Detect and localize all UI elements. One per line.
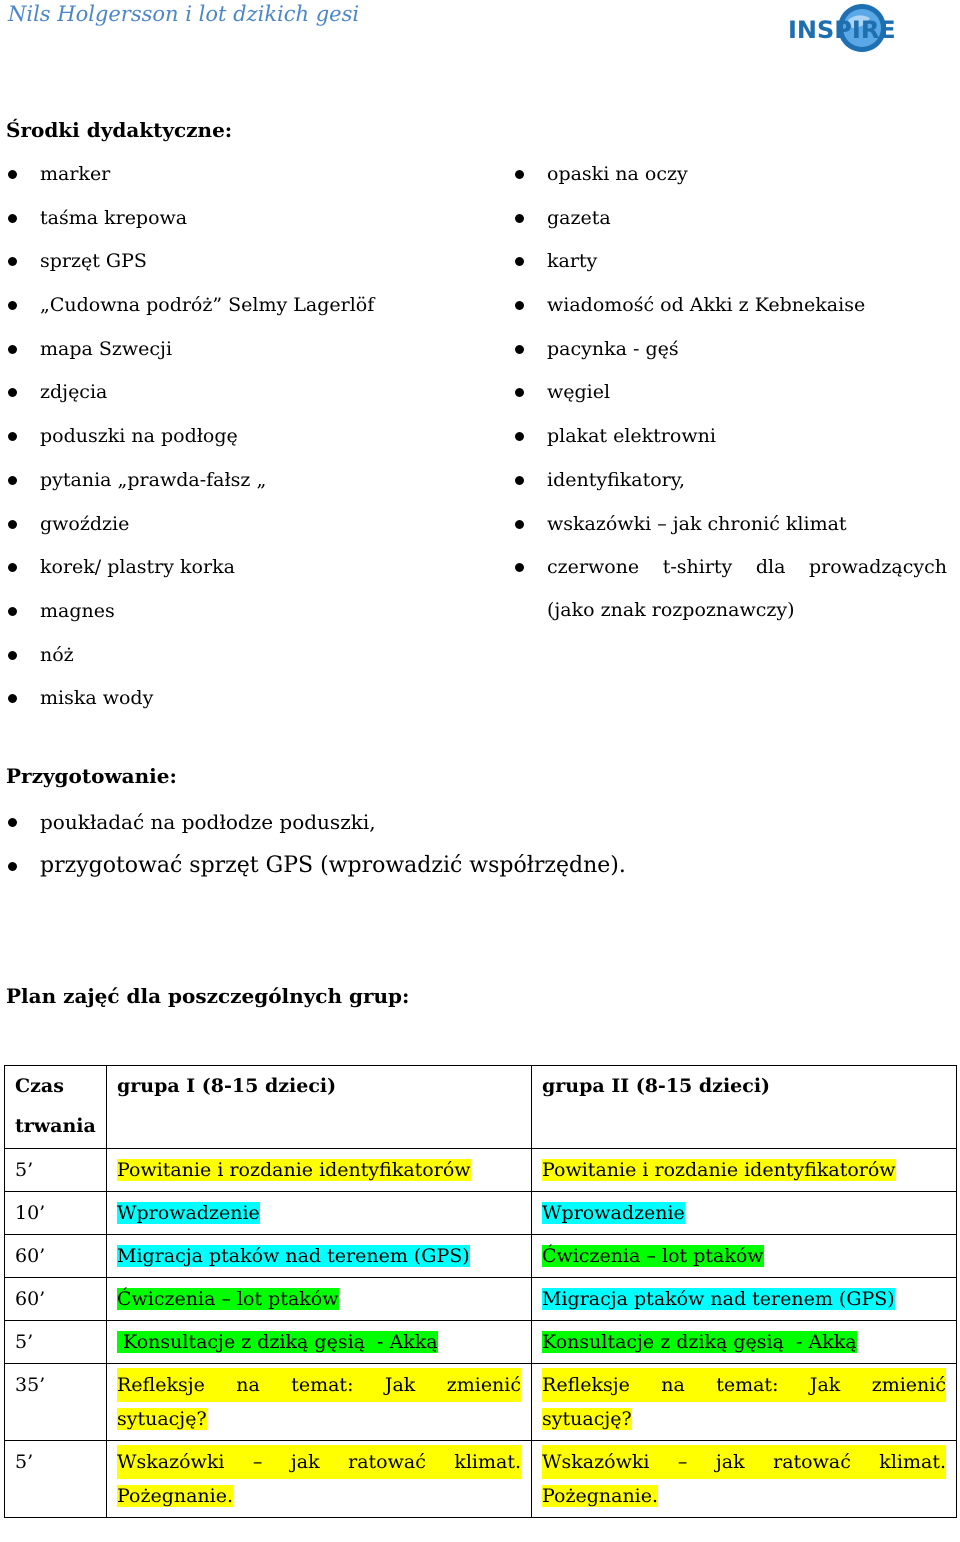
list-item: nóż	[6, 641, 374, 685]
group1-cell	[106, 1364, 531, 1441]
activity-text: Wprowadzenie	[116, 1202, 260, 1224]
activity-text: Wprowadzenie	[542, 1202, 685, 1224]
group2-cell	[532, 1149, 957, 1192]
group1-cell	[106, 1149, 531, 1192]
activity-text: Ćwiczenia – lot ptaków	[542, 1245, 764, 1267]
activity-text: Refleksje na temat: Jak zmienić	[117, 1368, 521, 1402]
list-item: plakat elektrowni	[513, 422, 947, 466]
header-group2: grupa II (8-15 dzieci)	[532, 1066, 957, 1149]
list-item: korek/ plastry korka	[6, 553, 374, 597]
header-time-line: trwania	[15, 1115, 96, 1137]
inspire-logo	[786, 2, 896, 58]
list-item: mapa Szwecji	[6, 335, 374, 379]
svg-text:INSPIRE: INSPIRE	[788, 16, 896, 44]
list-item: magnes	[6, 597, 374, 641]
header-time-line: Czas	[15, 1075, 64, 1097]
activity-text: Refleksje na temat: Jak zmienić	[542, 1368, 946, 1402]
activity-text: sytuację?	[116, 1408, 207, 1430]
list-item	[513, 553, 947, 624]
activity-text: Konsultacje z dziką gęsią - Akką	[116, 1331, 438, 1353]
activity-text: Wskazówki – jak ratować klimat.	[117, 1445, 521, 1479]
time-cell: 60’	[5, 1278, 107, 1321]
group1-cell	[106, 1235, 531, 1278]
group1-cell	[106, 1441, 531, 1518]
plan-title: Plan zajęć dla poszczególnych grup:	[6, 984, 410, 1008]
materials-right-list	[513, 160, 947, 624]
list-item: wiadomość od Akki z Kebnekaise	[513, 291, 947, 335]
table-row	[5, 1235, 957, 1278]
activity-text: Powitanie i rozdanie identyfikatorów	[542, 1159, 896, 1181]
preparation-list	[6, 808, 626, 895]
time-cell: 5’	[5, 1149, 107, 1192]
activity-text: Migracja ptaków nad terenem (GPS)	[542, 1288, 895, 1310]
list-item-line: (jako znak rozpoznawczy)	[547, 599, 795, 622]
table-row	[5, 1364, 957, 1441]
plan-table	[4, 1065, 957, 1518]
time-cell: 5’	[5, 1321, 107, 1364]
group2-cell	[532, 1441, 957, 1518]
activity-text: Ćwiczenia – lot ptaków	[116, 1288, 339, 1310]
list-item: węgiel	[513, 378, 947, 422]
activity-text: Konsultacje z dziką gęsią - Akką	[542, 1331, 857, 1353]
time-cell: 35’	[5, 1364, 107, 1441]
list-item: wskazówki – jak chronić klimat	[513, 510, 947, 554]
list-item: sprzęt GPS	[6, 247, 374, 291]
list-item: gazeta	[513, 204, 947, 248]
document-title: Nils Holgersson i lot dzikich gesi	[8, 2, 360, 26]
table-row	[5, 1149, 957, 1192]
preparation-title: Przygotowanie:	[6, 764, 177, 788]
list-item: zdjęcia	[6, 378, 374, 422]
activity-text: Pożegnanie.	[542, 1485, 659, 1507]
activity-text: Migracja ptaków nad terenem (GPS)	[116, 1245, 470, 1267]
list-item: pacynka - gęś	[513, 335, 947, 379]
list-item: gwoździe	[6, 510, 374, 554]
group2-cell	[532, 1364, 957, 1441]
list-item: poukładać na podłodze poduszki,	[6, 808, 626, 852]
group1-cell	[106, 1192, 531, 1235]
list-item: identyfikatory,	[513, 466, 947, 510]
list-item: karty	[513, 247, 947, 291]
header-group1: grupa I (8-15 dzieci)	[106, 1066, 531, 1149]
materials-left-list	[6, 160, 374, 728]
group2-cell	[532, 1235, 957, 1278]
group2-cell	[532, 1278, 957, 1321]
activity-text: Wskazówki – jak ratować klimat.	[542, 1445, 946, 1479]
list-item: „Cudowna podróż” Selmy Lagerlöf	[6, 291, 374, 335]
table-row	[5, 1441, 957, 1518]
list-item: miska wody	[6, 684, 374, 728]
group1-cell	[106, 1321, 531, 1364]
group2-cell	[532, 1321, 957, 1364]
table-row	[5, 1321, 957, 1364]
list-item: przygotować sprzęt GPS (wprowadzić współrzędne).	[6, 852, 626, 896]
group2-cell	[532, 1192, 957, 1235]
materials-title: Środki dydaktyczne:	[6, 118, 233, 142]
table-row	[5, 1192, 957, 1235]
time-cell: 5’	[5, 1441, 107, 1518]
list-item: marker	[6, 160, 374, 204]
activity-text: Powitanie i rozdanie identyfikatorów	[116, 1159, 471, 1181]
list-item: poduszki na podłogę	[6, 422, 374, 466]
table-row	[5, 1278, 957, 1321]
header-time	[5, 1066, 107, 1149]
time-cell: 60’	[5, 1235, 107, 1278]
table-header-row	[5, 1066, 957, 1149]
group1-cell	[106, 1278, 531, 1321]
list-item: pytania „prawda-fałsz „	[6, 466, 374, 510]
activity-text: sytuację?	[542, 1408, 632, 1430]
time-cell: 10’	[5, 1192, 107, 1235]
list-item: opaski na oczy	[513, 160, 947, 204]
list-item: taśma krepowa	[6, 204, 374, 248]
activity-text: Pożegnanie.	[116, 1485, 234, 1507]
list-item-line: czerwone t-shirty dla prowadzących	[547, 556, 947, 579]
